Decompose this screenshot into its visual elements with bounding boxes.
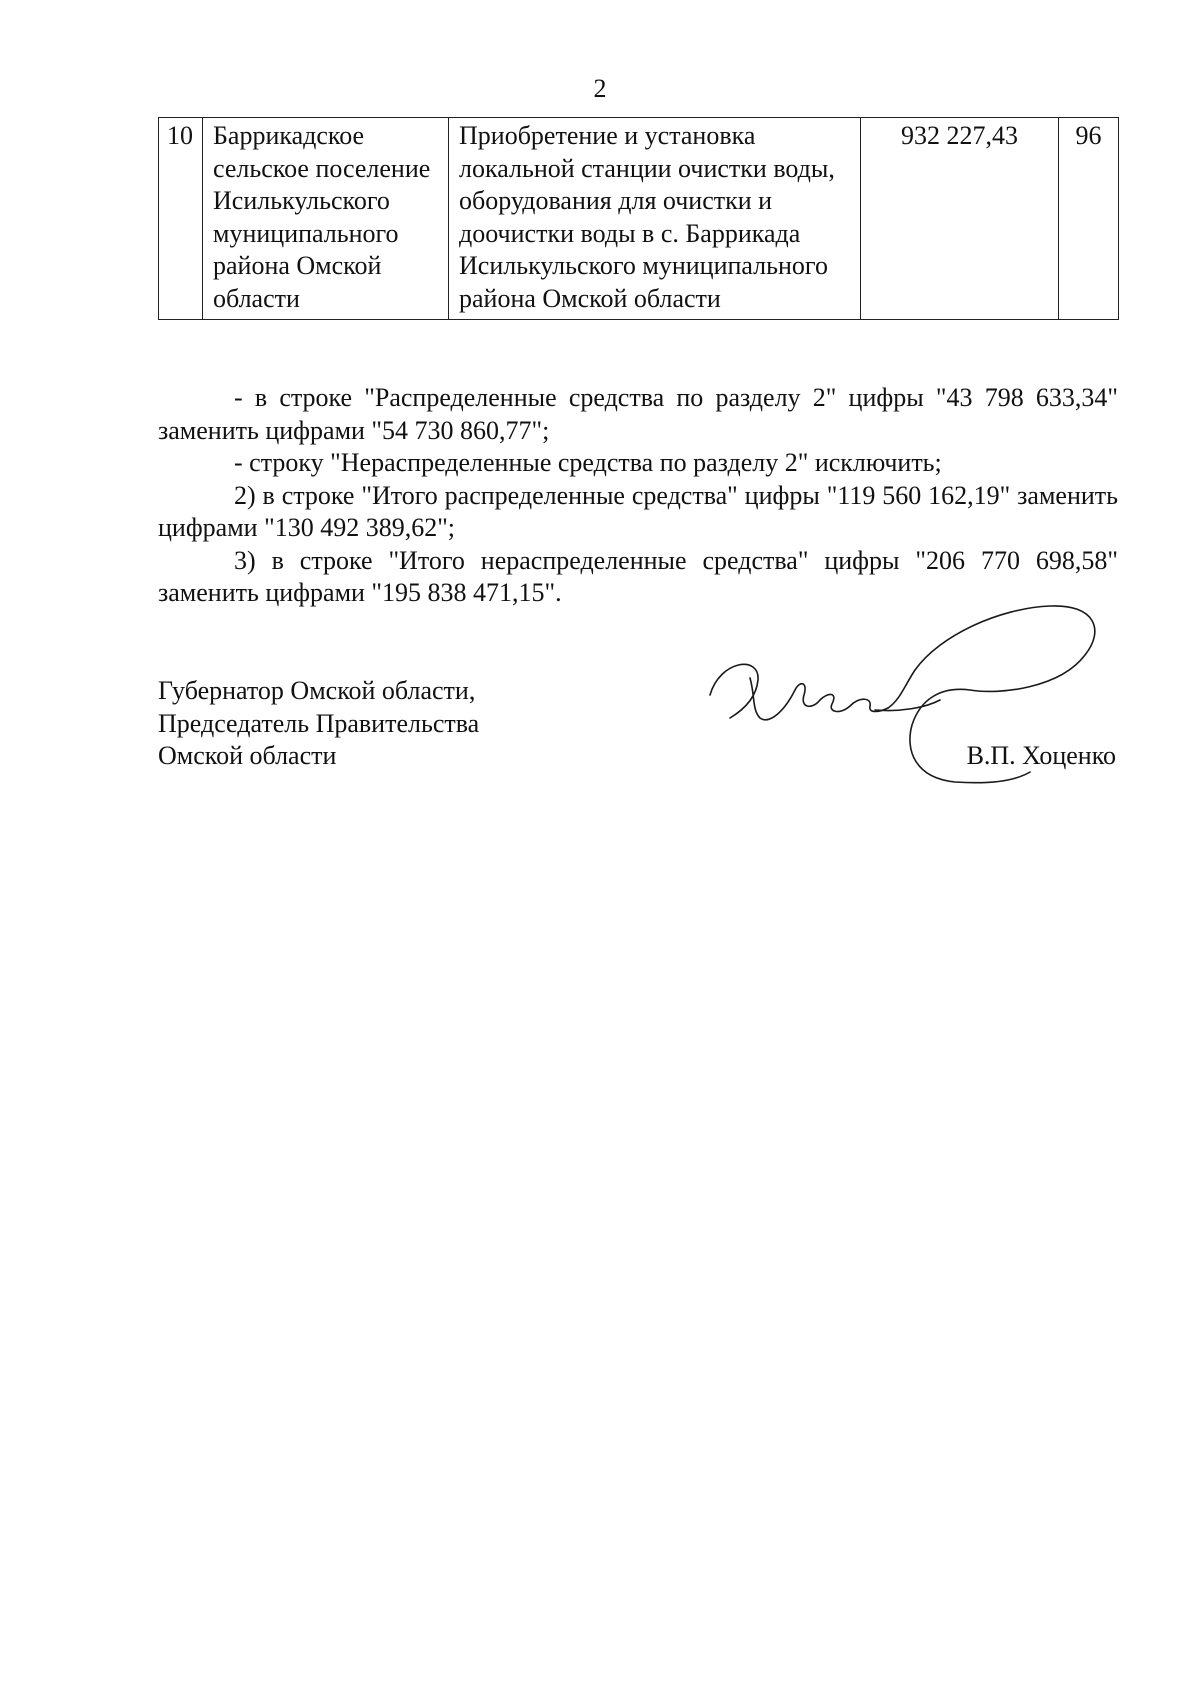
signatory-title	[158, 675, 479, 773]
paragraph-distributed-section-2: - в строке "Распределенные средства по разделу 2" цифры "43 798 633,34" заменить цифрами "54 730 860,77";	[158, 383, 1118, 445]
grant-table	[158, 117, 1119, 320]
signatory-title-line-2: Председатель Правительства	[158, 708, 480, 738]
signer-name: В.П. Хоценко	[966, 741, 1116, 770]
signatory-title-line-1: Губернатор Омской области,	[158, 676, 476, 705]
paragraph-exclude-undistributed-section-2: - строку "Нераспределенные средства по разделу 2" исключить;	[234, 448, 942, 477]
amendment-text	[158, 382, 1118, 610]
amount-cell: 932 227,43	[861, 118, 1059, 320]
percent-cell: 96	[1059, 118, 1119, 320]
paragraph-total-distributed: 2) в строке "Итого распределенные средства" цифры "119 560 162,19" заменить цифрами "130 492 389,62";	[158, 480, 1118, 542]
project-description-cell: Приобретение и установка локальной станции очистки воды, оборудования для очистки и доочистки воды в с. Баррикада Исилькульского муниципального района Омской области	[449, 118, 861, 320]
settlement-name-cell: Баррикадское сельское поселение Исилькульского муниципального района Омской области	[203, 118, 449, 320]
row-number-cell: 10	[159, 118, 203, 320]
signatory-title-line-3: Омской области	[158, 741, 337, 770]
paragraph-total-undistributed: 3) в строке "Итого нераспределенные средства" цифры "206 770 698,58" заменить цифрами "195 838 471,15".	[158, 545, 1118, 607]
table-row	[159, 118, 1119, 320]
page-number: 2	[593, 74, 607, 103]
